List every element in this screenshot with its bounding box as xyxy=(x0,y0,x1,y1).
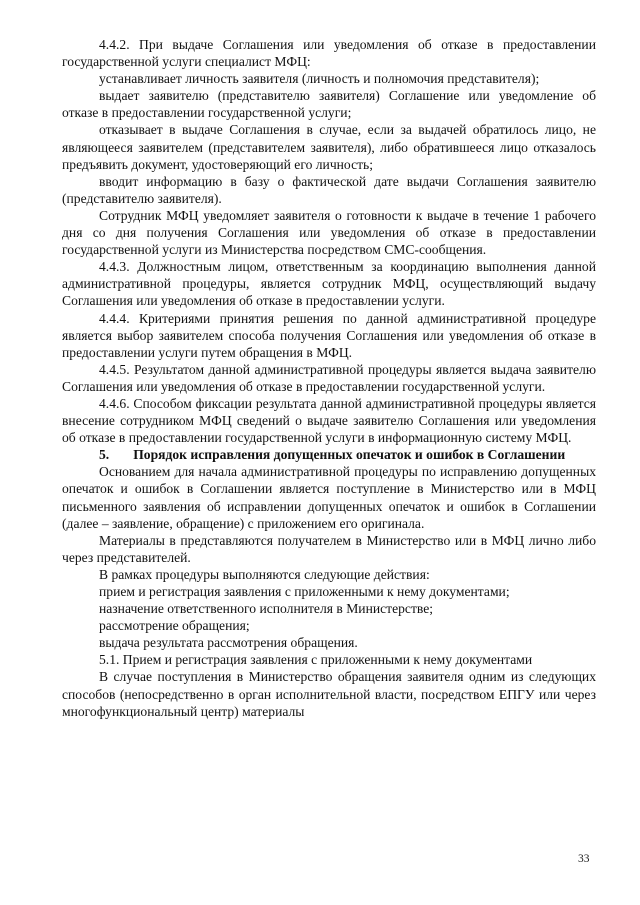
paragraph-4-4-4: 4.4.4. Критериями принятия решения по данной административной процедуре является выбор заявителем способа получения Соглашения или уведомления об отказе в предоставлении услуги путем обращения в МФЦ. xyxy=(62,310,596,360)
paragraph-basis: Основанием для начала административной процедуры по исправлению допущенных опечаток и ошибок в Соглашении является поступление в Министерство или в МФЦ письменного заявления об исправлении допущенных опечаток и ошибок в Соглашении (далее – заявление, обращение) с приложением его оригинала. xyxy=(62,464,596,531)
section-heading xyxy=(62,446,596,463)
page-number: 33 xyxy=(578,853,590,865)
list-item: устанавливает личность заявителя (личность и полномочия представителя); xyxy=(99,71,540,87)
document-page xyxy=(62,36,596,720)
section-number: 5. xyxy=(99,447,110,463)
paragraph-4-4-5: 4.4.5. Результатом данной административной процедуры является выдача заявителю Соглашения или уведомления об отказе в предоставлении государственной услуги. xyxy=(62,361,596,394)
list-item: выдает заявителю (представителю заявителя) Соглашение или уведомление об отказе в предоставлении государственной услуги; xyxy=(62,88,596,121)
list-item: рассмотрение обращения; xyxy=(99,618,250,634)
paragraph-sms: Сотрудник МФЦ уведомляет заявителя о готовности к выдаче в течение 1 рабочего дня со дня получения Соглашения или уведомления об отказе в предоставлении государственной услуги из Министерства посредством СМС-сообщения. xyxy=(62,207,596,258)
list-item: назначение ответственного исполнителя в Министерстве; xyxy=(99,601,434,617)
paragraph-case: В случае поступления в Министерство обращения заявителя одним из следующих способов (непосредственно в орган исполнительной власти, посредством ЕПГУ или через многофункциональный центр) материалы xyxy=(62,669,596,719)
list-item: прием и регистрация заявления с приложенными к нему документами; xyxy=(99,584,510,599)
paragraph-materials: Материалы в представляются получателем в Министерство или в МФЦ лично либо через представителей. xyxy=(62,532,596,565)
section-title: Порядок исправления допущенных опечаток и ошибок в Соглашении xyxy=(133,447,566,463)
list-item: выдача результата рассмотрения обращения. xyxy=(99,635,358,651)
list-item: вводит информацию в базу о фактической дате выдачи Соглашения заявителю (представителю заявителя). xyxy=(62,173,596,206)
paragraph-actions: В рамках процедуры выполняются следующие действия: xyxy=(99,566,430,582)
paragraph-4-4-3: 4.4.3. Должностным лицом, ответственным за координацию выполнения данной административной процедуры, является сотрудник МФЦ, осуществляющий выдачу Соглашения или уведомления об отказе в предоставлении услуги. xyxy=(62,259,596,309)
paragraph-4-4-6: 4.4.6. Способом фиксации результата данной административной процедуры является внесение сотрудником МФЦ сведений о выдаче заявителю Соглашения или уведомления об отказе в предоставлении государственной услуги в информационную систему МФЦ. xyxy=(62,395,596,446)
paragraph-5-1: 5.1. Прием и регистрация заявления с приложенными к нему документами xyxy=(99,652,533,668)
paragraph-4-4-2: 4.4.2. При выдаче Соглашения или уведомления об отказе в предоставлении государственной услуги специалист МФЦ: xyxy=(62,37,596,70)
list-item: отказывает в выдаче Соглашения в случае, если за выдачей обратилось лицо, не являющееся заявителем (представителем заявителя), либо обратившееся лицо отказалось предъявить документ, удостоверяющий его личность; xyxy=(62,122,596,172)
